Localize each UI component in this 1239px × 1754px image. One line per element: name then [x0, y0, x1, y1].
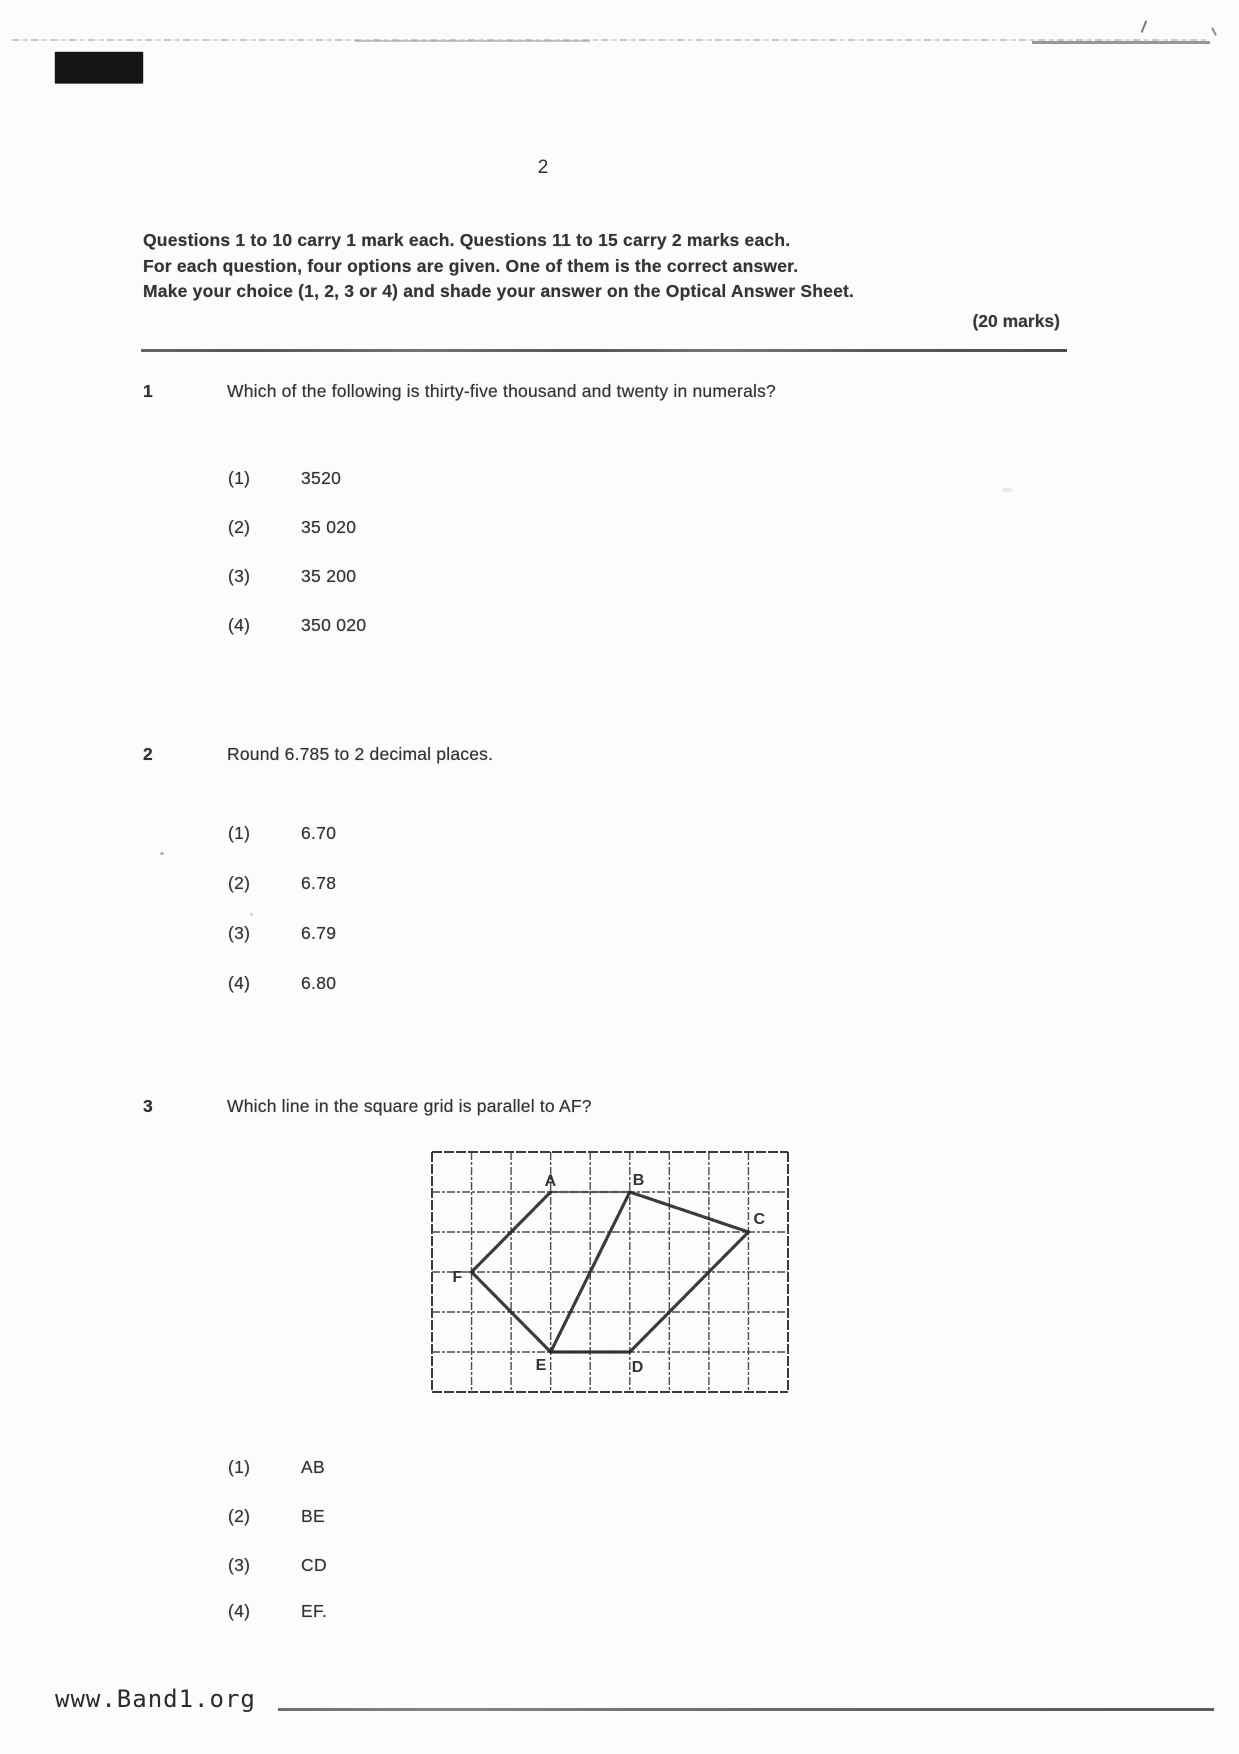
- option-value: 3520: [301, 468, 342, 488]
- option-label: (4): [228, 615, 251, 635]
- question-1-text: Which of the following is thirty-five thousand and twenty in numerals?: [227, 381, 776, 401]
- question-3-text: Which line in the square grid is parallel to AF?: [227, 1096, 592, 1116]
- question-2-text: Round 6.785 to 2 decimal places.: [227, 744, 494, 764]
- option-value: 6.78: [301, 873, 337, 893]
- question-1-option-4: [228, 615, 366, 636]
- option-label: (4): [228, 1601, 251, 1621]
- instructions-block: [143, 228, 1073, 305]
- vertex-label-E: E: [535, 1357, 547, 1374]
- redaction-box: [55, 52, 143, 83]
- option-value: 6.79: [301, 923, 337, 943]
- shape-segment-CD: [630, 1232, 749, 1352]
- option-label: (2): [228, 517, 251, 537]
- question-1-option-2: [228, 517, 356, 538]
- instructions-line-3: Make your choice (1, 2, 3 or 4) and shade your answer on the Optical Answer Sheet.: [143, 281, 855, 301]
- option-value: 350 020: [301, 615, 367, 635]
- option-label: (3): [228, 1555, 251, 1575]
- vertex-label-A: A: [544, 1173, 557, 1190]
- vertex-label-C: C: [753, 1211, 766, 1228]
- vertex-label-F: F: [452, 1269, 463, 1286]
- option-label: (2): [228, 873, 251, 893]
- option-label: (3): [228, 923, 251, 943]
- scan-artifact-dashed-line: [12, 39, 1207, 41]
- question-3-number: 3: [143, 1096, 153, 1116]
- question-1-option-3: [228, 566, 356, 587]
- question-1-number: 1: [143, 381, 153, 401]
- section-separator-line: [141, 349, 1067, 352]
- option-label: (2): [228, 1506, 251, 1526]
- option-value: CD: [301, 1555, 327, 1575]
- question-3-option-2: [228, 1506, 325, 1527]
- option-label: (4): [228, 973, 251, 993]
- instructions-line-2: For each question, four options are given. One of them is the correct answer.: [143, 255, 799, 276]
- question-1-option-1: [228, 468, 341, 489]
- option-value: 35 020: [301, 517, 357, 537]
- option-label: (1): [228, 1457, 251, 1477]
- option-value: 35 200: [301, 566, 357, 586]
- question-3-option-3: [228, 1555, 327, 1576]
- pen-mark: [1211, 27, 1217, 36]
- option-value: 6.70: [301, 823, 337, 843]
- question-3-option-4: [228, 1601, 327, 1622]
- option-label: (3): [228, 566, 251, 586]
- shape-segment-BC: [630, 1192, 749, 1232]
- option-value: BE: [301, 1506, 325, 1526]
- option-value: 6.80: [301, 973, 337, 993]
- footer-site-watermark: www.Band1.org: [55, 1685, 256, 1713]
- square-grid-svg: [430, 1150, 790, 1394]
- option-label: (1): [228, 823, 251, 843]
- option-value: EF.: [301, 1601, 328, 1621]
- scan-speck: [1002, 488, 1013, 492]
- scan-artifact-dashed-line: [1032, 41, 1210, 44]
- question-2-option-3: [228, 923, 336, 944]
- question-2-option-4: [228, 973, 336, 994]
- footer-rule-line: [278, 1708, 1214, 1711]
- vertex-label-B: B: [632, 1172, 645, 1189]
- pen-mark: [1141, 20, 1148, 33]
- question-2-option-1: [228, 823, 336, 844]
- option-label: (1): [228, 468, 251, 488]
- page-number: 2: [537, 157, 549, 178]
- marks-note: (20 marks): [972, 311, 1060, 331]
- vertex-label-D: D: [631, 1359, 644, 1376]
- scan-speck: [160, 852, 164, 855]
- instructions-line-1: Questions 1 to 10 carry 1 mark each. Questions 11 to 15 carry 2 marks each.: [143, 230, 791, 250]
- scan-speck: [250, 913, 253, 916]
- scan-artifact-dashed-line: [355, 40, 590, 42]
- option-value: AB: [301, 1457, 325, 1477]
- question-2-option-2: [228, 873, 336, 894]
- square-grid-figure: [430, 1150, 790, 1394]
- question-2-number: 2: [143, 744, 153, 764]
- question-3-option-1: [228, 1457, 325, 1478]
